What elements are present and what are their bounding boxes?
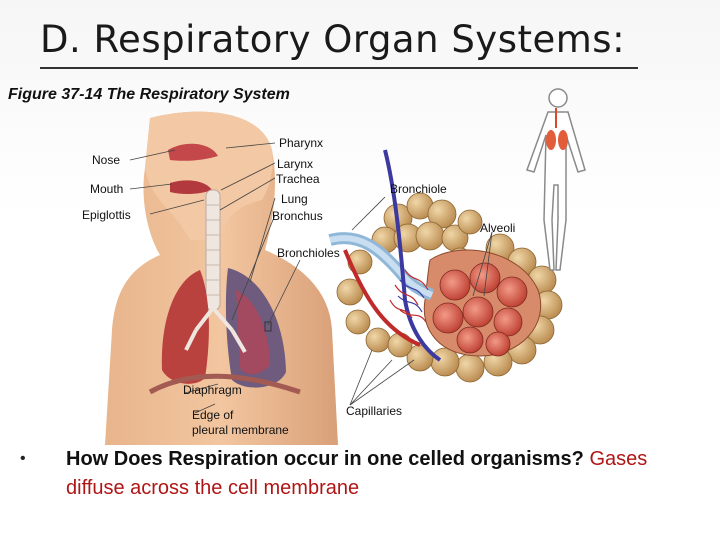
label-pharynx: Pharynx	[279, 136, 324, 150]
label-nose: Nose	[92, 153, 121, 167]
label-larynx: Larynx	[277, 157, 314, 171]
bullet-marker: •	[20, 450, 26, 467]
label-diaphragm: Diaphragm	[183, 383, 242, 397]
bullet-question: How Does Respiration occur in one celled organisms?	[66, 448, 584, 470]
bullet-text	[66, 445, 706, 503]
label-lung: Lung	[281, 192, 308, 206]
small-figure-thumbnail	[527, 89, 585, 270]
label-mouth: Mouth	[90, 182, 124, 196]
label-bronchus: Bronchus	[272, 209, 323, 223]
bullet-answer: Gases diffuse across the cell membrane	[66, 448, 648, 499]
label-bronchiole: Bronchiole	[390, 182, 447, 196]
label-pleural-membrane: pleural membrane	[192, 423, 289, 437]
label-capillaries: Capillaries	[346, 404, 403, 418]
label-alveoli: Alveoli	[480, 221, 516, 235]
label-bronchioles: Bronchioles	[277, 246, 340, 260]
label-epiglottis: Epiglottis	[82, 208, 131, 222]
label-edge-of: Edge of	[192, 408, 234, 422]
figure-caption: Figure 37-14 The Respiratory System	[8, 86, 290, 103]
label-trachea: Trachea	[276, 172, 320, 186]
slide-title: D. Respiratory Organ Systems:	[40, 18, 626, 61]
